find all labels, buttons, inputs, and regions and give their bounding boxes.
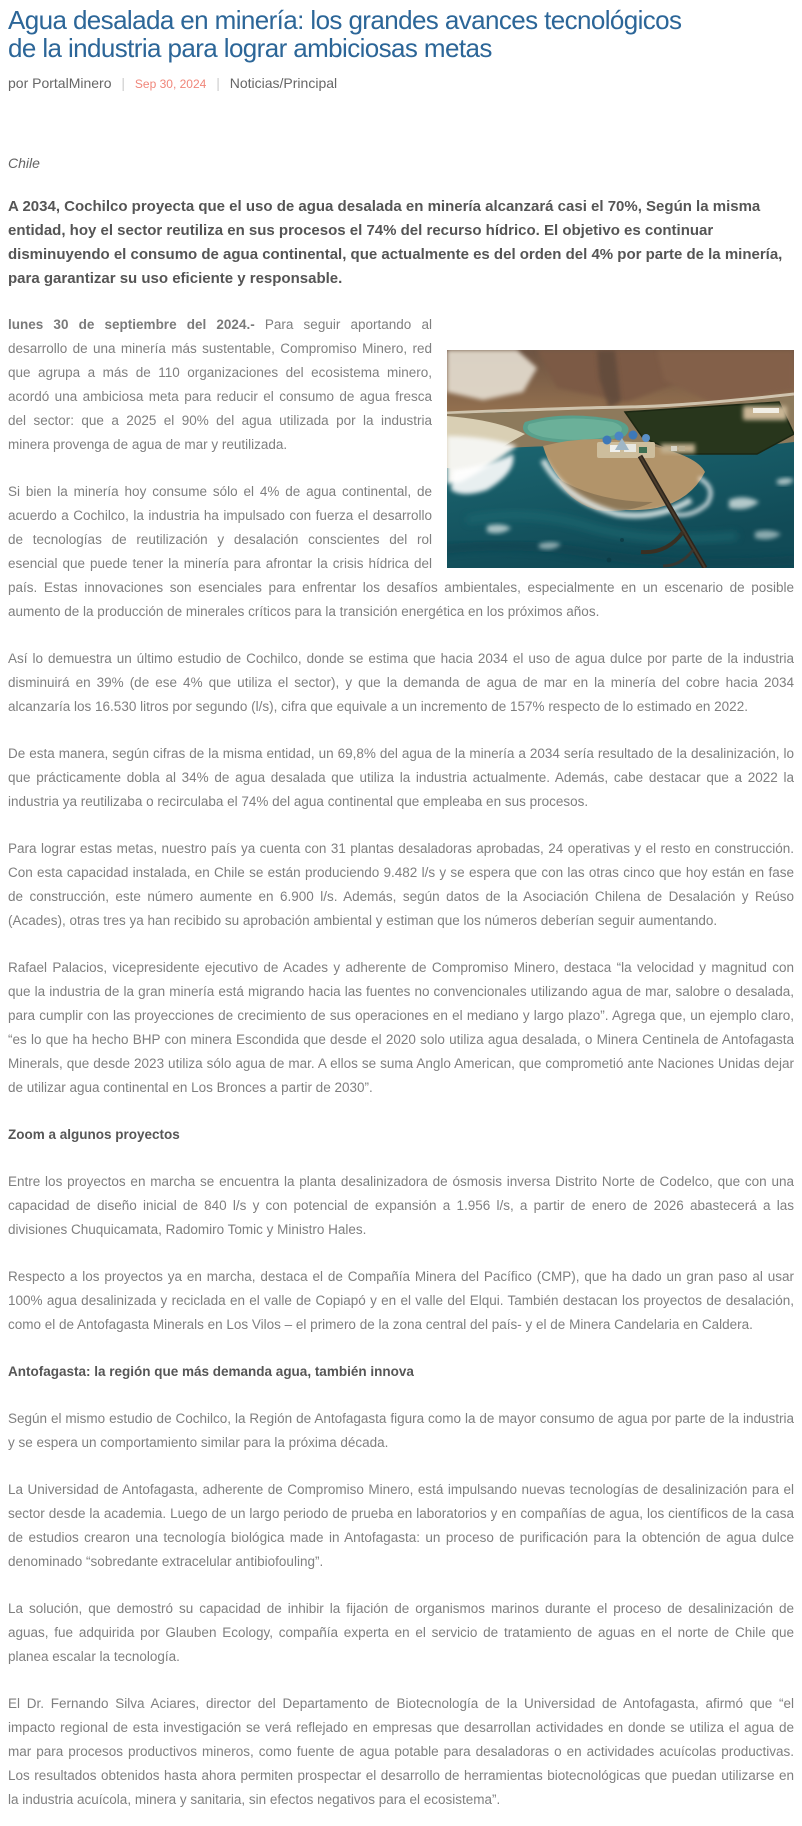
- author-link[interactable]: PortalMinero: [32, 75, 112, 91]
- aerial-coastal-desalination-plant-photo: [447, 350, 794, 568]
- paragraph: Respecto a los proyectos ya en marcha, destaca el de Compañía Minera del Pacífico (CMP), que ha dado un gran paso al usar 100% agua desalinizada y reciclada en el valle de Copiapó y en el valle del Elqui. También destacan los proyectos de desalación, como el de Antofagasta Minerals en Los Vilos – el primero de la zona central del país- y el de Minera Candelaria en Caldera.: [8, 1269, 794, 1332]
- page-title: Agua desalada en minería: los grandes avances tecnológicos de la industria para lograr ambiciosas metas: [8, 5, 682, 63]
- location-label: Chile: [8, 155, 40, 171]
- lead-date-bold: lunes 30 de septiembre del 2024.-: [8, 317, 255, 332]
- paragraph: El Dr. Fernando Silva Aciares, director del Departamento de Biotecnología de la Universidad de Antofagasta, afirmó que “el impacto regional de esta investigación se verá reflejado en empresas que desarrollan actividades en donde se utiliza el agua de mar para procesos productivos mineros, como fuente de agua potable para desaladoras o en actividades acuícolas productivas. Los resultados obtenidos hasta ahora permiten prospectar el desarrollo de herramientas biotecnológicas que puedan utilizarse en la industria acuícola, minera y sanitaria, sin efectos negativos para el ecosistema”.: [8, 1696, 794, 1807]
- category-link[interactable]: Noticias/Principal: [229, 75, 338, 91]
- paragraph: Para lograr estas metas, nuestro país ya cuenta con 31 plantas desaladoras aprobadas, 24 operativas y el resto en construcción. Con esta capacidad instalada, en Chile se están produciendo 9.482 l/s y se espera que con las otras cinco que hoy están en fase de construcción, este número aumente en 6.900 l/s. Además, según datos de la Asociación Chilena de Desalación y Reúso (Acades), otras tres ya han recibido su aprobación ambiental y estiman que los números deberían seguir aumentando.: [8, 841, 794, 928]
- paragraph: Si bien la minería hoy consume sólo el 4% de agua continental, de acuerdo a Cochilco, la industria ha impulsado con fuerza el desarrollo de tecnologías de reutilización y desalación conscientes del rol esencial que puede tener la minería para afrontar la crisis hídrica del país. Estas innovaciones son esenciales para enfrentar los desafíos ambientales, especialmente en un escenario de posible aumento de la producción de minerales críticos para la transición energética en los próximos años.: [8, 484, 794, 619]
- paragraph: Rafael Palacios, vicepresidente ejecutivo de Acades y adherente de Compromiso Minero, destaca “la velocidad y magnitud con que la industria de la gran minería está migrando hacia las fuentes no convencionales utilizando agua de mar, salobre o desalada, para cumplir con las proyecciones de crecimiento de sus operaciones en el mediano y largo plazo”. Agrega que, un ejemplo claro, “es lo que ha hecho BHP con minera Escondida que desde el 2020 solo utiliza agua desalada, o Minera Centinela de Antofagasta Minerals, que desde 2023 utiliza sólo agua de mar. A ellos se suma Anglo American, que comprometió ante Naciones Unidas dejar de utilizar agua continental en Los Bronces a partir de 2030”.: [8, 960, 794, 1095]
- subheading-antofagasta: Antofagasta: la región que más demanda agua, también innova: [8, 1364, 414, 1379]
- article-body: [8, 313, 794, 1812]
- subheading-zoom-proyectos: Zoom a algunos proyectos: [8, 1127, 180, 1142]
- article-summary: A 2034, Cochilco proyecta que el uso de agua desalada en minería alcanzará casi el 70%, Según la misma entidad, hoy el sector reutiliza en sus procesos el 74% del recurso hídrico. El objetivo es continuar disminuyendo el consumo de agua continental, que actualmente es del orden del 4% por parte de la minería, para garantizar su uso eficiente y responsable.: [8, 198, 783, 287]
- paragraph: La Universidad de Antofagasta, adherente de Compromiso Minero, está impulsando nuevas tecnologías de desalinización para el sector desde la academia. Luego de un largo periodo de prueba en laboratorios y en compañías de agua, los científicos de la casa de estudios crearon una tecnología biológica made in Antofagasta: un proceso de purificación para la obtención de agua dulce denominado “sobredante extracelular antibiofouling”.: [8, 1482, 794, 1569]
- paragraph: Entre los proyectos en marcha se encuentra la planta desalinizadora de ósmosis inversa Distrito Norte de Codelco, que con una capacidad de diseño inicial de 840 l/s y con potencial de expansión a 1.956 l/s, a partir de enero de 2026 abastecerá a las divisiones Chuquicamata, Radomiro Tomic y Ministro Hales.: [8, 1174, 794, 1237]
- byline-separator: |: [121, 75, 126, 91]
- paragraph: De esta manera, según cifras de la misma entidad, un 69,8% del agua de la minería a 2034 sería resultado de la desalinización, lo que prácticamente dobla al 34% de agua desalada que utiliza la industria actualmente. Además, cabe destacar que a 2022 la industria ya reutilizaba o recirculaba el 74% del agua continental que empleaba en sus procesos.: [8, 746, 794, 809]
- paragraph: Según el mismo estudio de Cochilco, la Región de Antofagasta figura como la de mayor consumo de agua por parte de la industria y se espera un comportamiento similar para la próxima década.: [8, 1411, 794, 1450]
- paragraph: Así lo demuestra un último estudio de Cochilco, donde se estima que hacia 2034 el uso de agua dulce por parte de la industria disminuirá en 39% (de ese 4% que utiliza el sector), y que la demanda de agua de mar en la minería del cobre hacia 2034 alcanzaría los 16.530 litros por segundo (l/s), cifra que equivale a un incremento de 157% respecto de lo estimado en 2022.: [8, 651, 794, 714]
- byline-separator: |: [216, 75, 220, 91]
- byline-prefix: por: [8, 75, 29, 91]
- lead-text: Para seguir aportando al desarrollo de una minería más sustentable, Compromiso Minero, red que agrupa a más de 110 organizaciones del ecosistema minero, acordó una ambiciosa meta para reducir el consumo de agua fresca del sector: que a 2025 el 90% del agua utilizada por la industria minera provenga de agua de mar y reutilizada.: [8, 317, 432, 452]
- byline: [8, 75, 794, 91]
- post-date: Sep 30, 2024: [134, 77, 207, 91]
- paragraph: La solución, que demostró su capacidad de inhibir la fijación de organismos marinos durante el proceso de desalinización de aguas, fue adquirida por Glauben Ecology, compañía experta en el servicio de tratamiento de aguas en el norte de Chile que planea escalar la tecnología.: [8, 1601, 794, 1664]
